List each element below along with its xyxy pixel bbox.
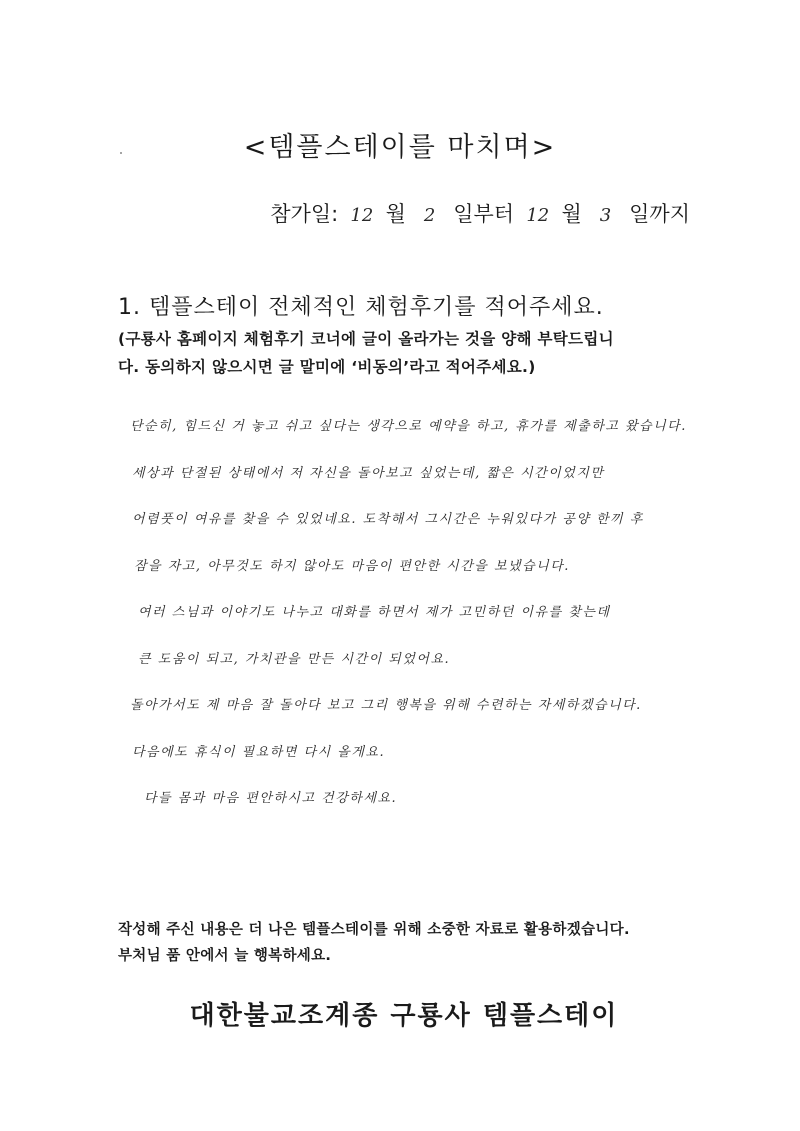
question-note <box>118 325 698 381</box>
handwritten-line: 큰 도움이 되고, 가치관을 만든 시간이 되었어요. <box>138 651 451 667</box>
handwritten-line: 다음에도 휴식이 필요하면 다시 올게요. <box>132 744 386 760</box>
handwritten-review <box>128 404 688 823</box>
from-label: 일부터 <box>453 202 515 226</box>
closing-line: 작성해 주신 내용은 더 나은 템플스테이를 위해 소중한 자료로 활용하겠습니다. <box>118 922 630 938</box>
question-heading: 1. 템플스테이 전체적인 체험후기를 적어주세요. <box>118 295 604 320</box>
question-note-line: 다. 동의하지 않으시면 글 말미에 ‘비동의’라고 적어주세요.) <box>118 358 536 376</box>
end-month-value: 12 <box>526 205 550 226</box>
question-note-line: (구룡사 홈페이지 체험후기 코너에 글이 올라가는 것을 양해 부탁드립니 <box>118 330 614 348</box>
closing-message <box>118 917 630 969</box>
participation-dates <box>270 198 690 228</box>
handwritten-line: 다들 몸과 마음 편안하시고 건강하세요. <box>144 791 398 806</box>
organization-name: 대한불교조계종 구룡사 템플스테이 <box>189 1001 619 1031</box>
start-month-value: 12 <box>350 205 374 226</box>
month-label: 월 <box>385 202 406 226</box>
handwritten-line: 어렴풋이 여유를 찾을 수 있었네요. 도착해서 그시간은 누워있다가 공양 한끼 후 <box>132 512 644 527</box>
handwritten-line: 잠을 자고, 아무것도 하지 않아도 마음이 편안한 시간을 보냈습니다. <box>134 558 570 574</box>
handwritten-line: 돌아가서도 제 마음 잘 돌아다 보고 그리 행복을 위해 수련하는 자세하겠습니다. <box>130 698 642 713</box>
handwritten-line: 세상과 단절된 상태에서 저 자신을 돌아보고 싶었는데, 짧은 시간이었지만 <box>132 465 605 481</box>
end-day-value: 3 <box>599 205 612 226</box>
closing-line: 부처님 품 안에서 늘 행복하세요. <box>118 948 332 964</box>
to-label: 일까지 <box>629 202 690 226</box>
participation-label: 참가일: <box>270 202 339 226</box>
handwritten-line: 여러 스님과 이야기도 나누고 대화를 하면서 제가 고민하던 이유를 찾는데 <box>138 605 611 620</box>
handwritten-line: 단순히, 힘드신 거 놓고 쉬고 싶다는 생각으로 예약을 하고, 휴가를 제출하고 왔습니다. <box>130 419 687 434</box>
month-label: 월 <box>561 202 582 226</box>
start-day-value: 2 <box>423 205 436 226</box>
form-title: <템플스테이를 마치며> <box>243 132 557 163</box>
